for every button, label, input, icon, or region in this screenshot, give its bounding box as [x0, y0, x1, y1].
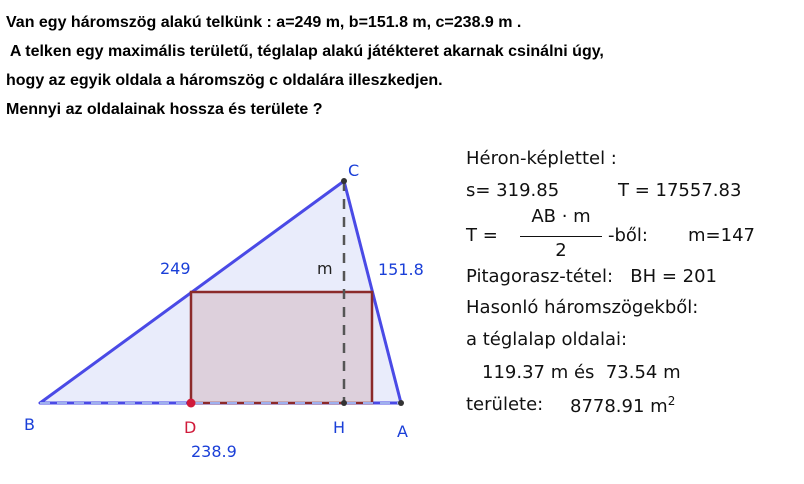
point-A — [398, 400, 404, 406]
label-A: A — [397, 422, 408, 441]
semi-perimeter: s= 319.85 — [466, 180, 560, 201]
m-value: m=147 — [688, 225, 755, 246]
formula-suffix: -ből: — [608, 225, 648, 246]
label-D: D — [184, 418, 197, 437]
formula-fraction — [520, 206, 602, 262]
label-H: H — [333, 418, 346, 437]
problem-line-2: A telken egy maximális területű, téglalap alakú játékteret akarnak csinálni úgy, — [6, 43, 604, 60]
formula-lhs: T = — [466, 225, 498, 246]
area-value — [570, 394, 675, 417]
problem-line-3: hogy az egyik oldala a háromszög c oldalára illeszkedjen. — [6, 72, 443, 89]
label-side-b: 151.8 — [378, 260, 424, 279]
rect-sides-title: a téglalap oldalai: — [466, 329, 628, 350]
heron-title: Héron-képlettel : — [466, 148, 617, 169]
point-D — [187, 399, 196, 408]
label-B: B — [24, 415, 35, 434]
area-number: 8778.91 m — [570, 396, 668, 417]
problem-line-1: Van egy háromszög alakú telkünk : a=249 m, b=151.8 m, c=238.9 m . — [6, 14, 522, 31]
label-side-a: 249 — [160, 259, 191, 278]
area-exponent: 2 — [667, 394, 676, 408]
area-label: területe: — [466, 394, 544, 415]
label-C: C — [348, 161, 360, 180]
fraction-bar — [520, 236, 602, 237]
formula-numerator: AB · m — [531, 206, 591, 227]
point-C — [341, 178, 347, 184]
pythagoras-line: Pitagorasz-tétel: BH = 201 — [466, 266, 717, 287]
label-height-m: m — [317, 259, 333, 278]
similar-triangles: Hasonló háromszögekből: — [466, 297, 699, 318]
point-H — [341, 400, 347, 406]
label-side-c: 238.9 — [191, 442, 237, 461]
area-T: T = 17557.83 — [618, 180, 742, 201]
formula-denominator: 2 — [555, 240, 567, 261]
rect-sides: 119.37 m és 73.54 m — [482, 362, 681, 383]
problem-line-4: Mennyi az oldalainak hossza és területe ? — [6, 101, 323, 118]
